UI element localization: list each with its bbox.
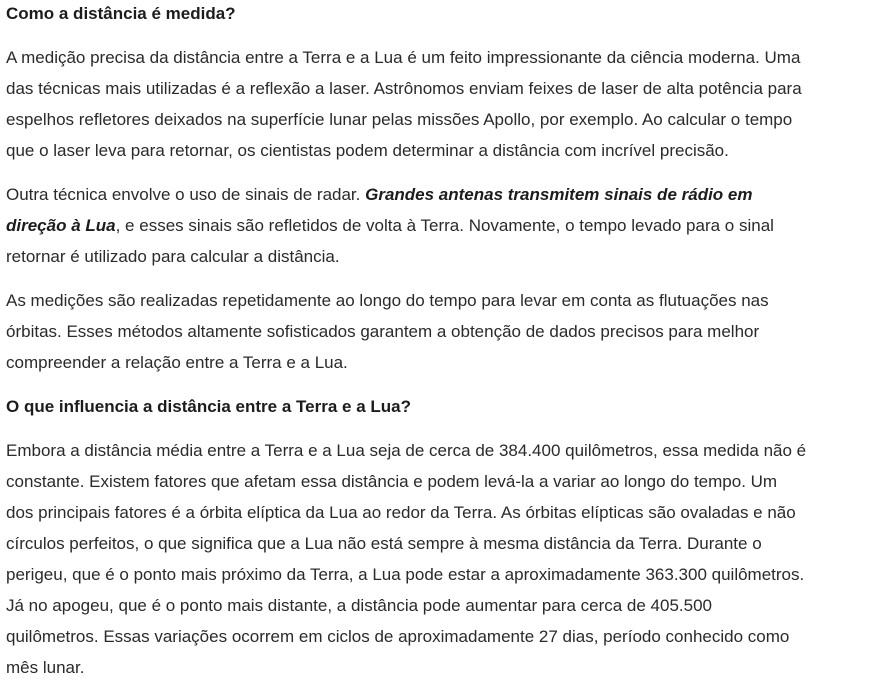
- text-line: As medições são realizadas repetidamente ao longo do tempo para levar em conta as flutuações nas: [6, 291, 769, 310]
- paragraph-repeated-measurements: [6, 285, 887, 378]
- section-heading: O que influencia a distância entre a Terra e a Lua?: [6, 397, 411, 416]
- paragraph-orbit: [6, 435, 887, 683]
- text-line: dos principais fatores é a órbita elíptica da Lua ao redor da Terra. As órbitas elípticas são ovaladas e não: [6, 503, 796, 522]
- text-line: A medição precisa da distância entre a Terra e a Lua é um feito impressionante da ciência moderna. Uma: [6, 48, 801, 67]
- text-line: que o laser leva para retornar, os cientistas podem determinar a distância com incrível precisão.: [6, 141, 729, 160]
- text-line: círculos perfeitos, o que significa que a Lua não está sempre à mesma distância da Terra. Durante o: [6, 534, 762, 553]
- emphasis-text: direção à Lua: [6, 216, 116, 235]
- text-line: perigeu, que é o ponto mais próximo da Terra, a Lua pode estar a aproximadamente 363.300 quilômetros.: [6, 565, 805, 584]
- text-line: órbitas. Esses métodos altamente sofisticados garantem a obtenção de dados precisos para melhor: [6, 322, 760, 341]
- text-line: espelhos refletores deixados na superfície lunar pelas missões Apollo, por exemplo. Ao calcular o tempo: [6, 110, 793, 129]
- text-line: mês lunar.: [6, 658, 85, 677]
- text-line: Já no apogeu, que é o ponto mais distante, a distância pode aumentar para cerca de 405.500: [6, 596, 712, 615]
- section-heading: Como a distância é medida?: [6, 4, 236, 23]
- text-line: das técnicas mais utilizadas é a reflexão a laser. Astrônomos enviam feixes de laser de alta potência para: [6, 79, 802, 98]
- paragraph-laser: [6, 42, 887, 166]
- text-line: constante. Existem fatores que afetam essa distância e podem levá-la a variar ao longo do tempo. Um: [6, 472, 778, 491]
- text-line: [6, 210, 887, 241]
- text-line: [6, 179, 887, 210]
- text-segment: Outra técnica envolve o uso de sinais de radar.: [6, 185, 366, 204]
- text-line: quilômetros. Essas variações ocorrem em ciclos de aproximadamente 27 dias, período conhecido como: [6, 627, 790, 646]
- emphasis-text: Grandes antenas transmitem sinais de rádio em: [365, 185, 753, 204]
- text-segment: , e esses sinais são refletidos de volta à Terra. Novamente, o tempo levado para o sinal: [115, 216, 774, 235]
- paragraph-radar: [6, 179, 887, 272]
- text-line: retornar é utilizado para calcular a distância.: [6, 247, 340, 266]
- text-line: Embora a distância média entre a Terra e a Lua seja de cerca de 384.400 quilômetros, essa medida não é: [6, 441, 807, 460]
- text-line: compreender a relação entre a Terra e a Lua.: [6, 353, 348, 372]
